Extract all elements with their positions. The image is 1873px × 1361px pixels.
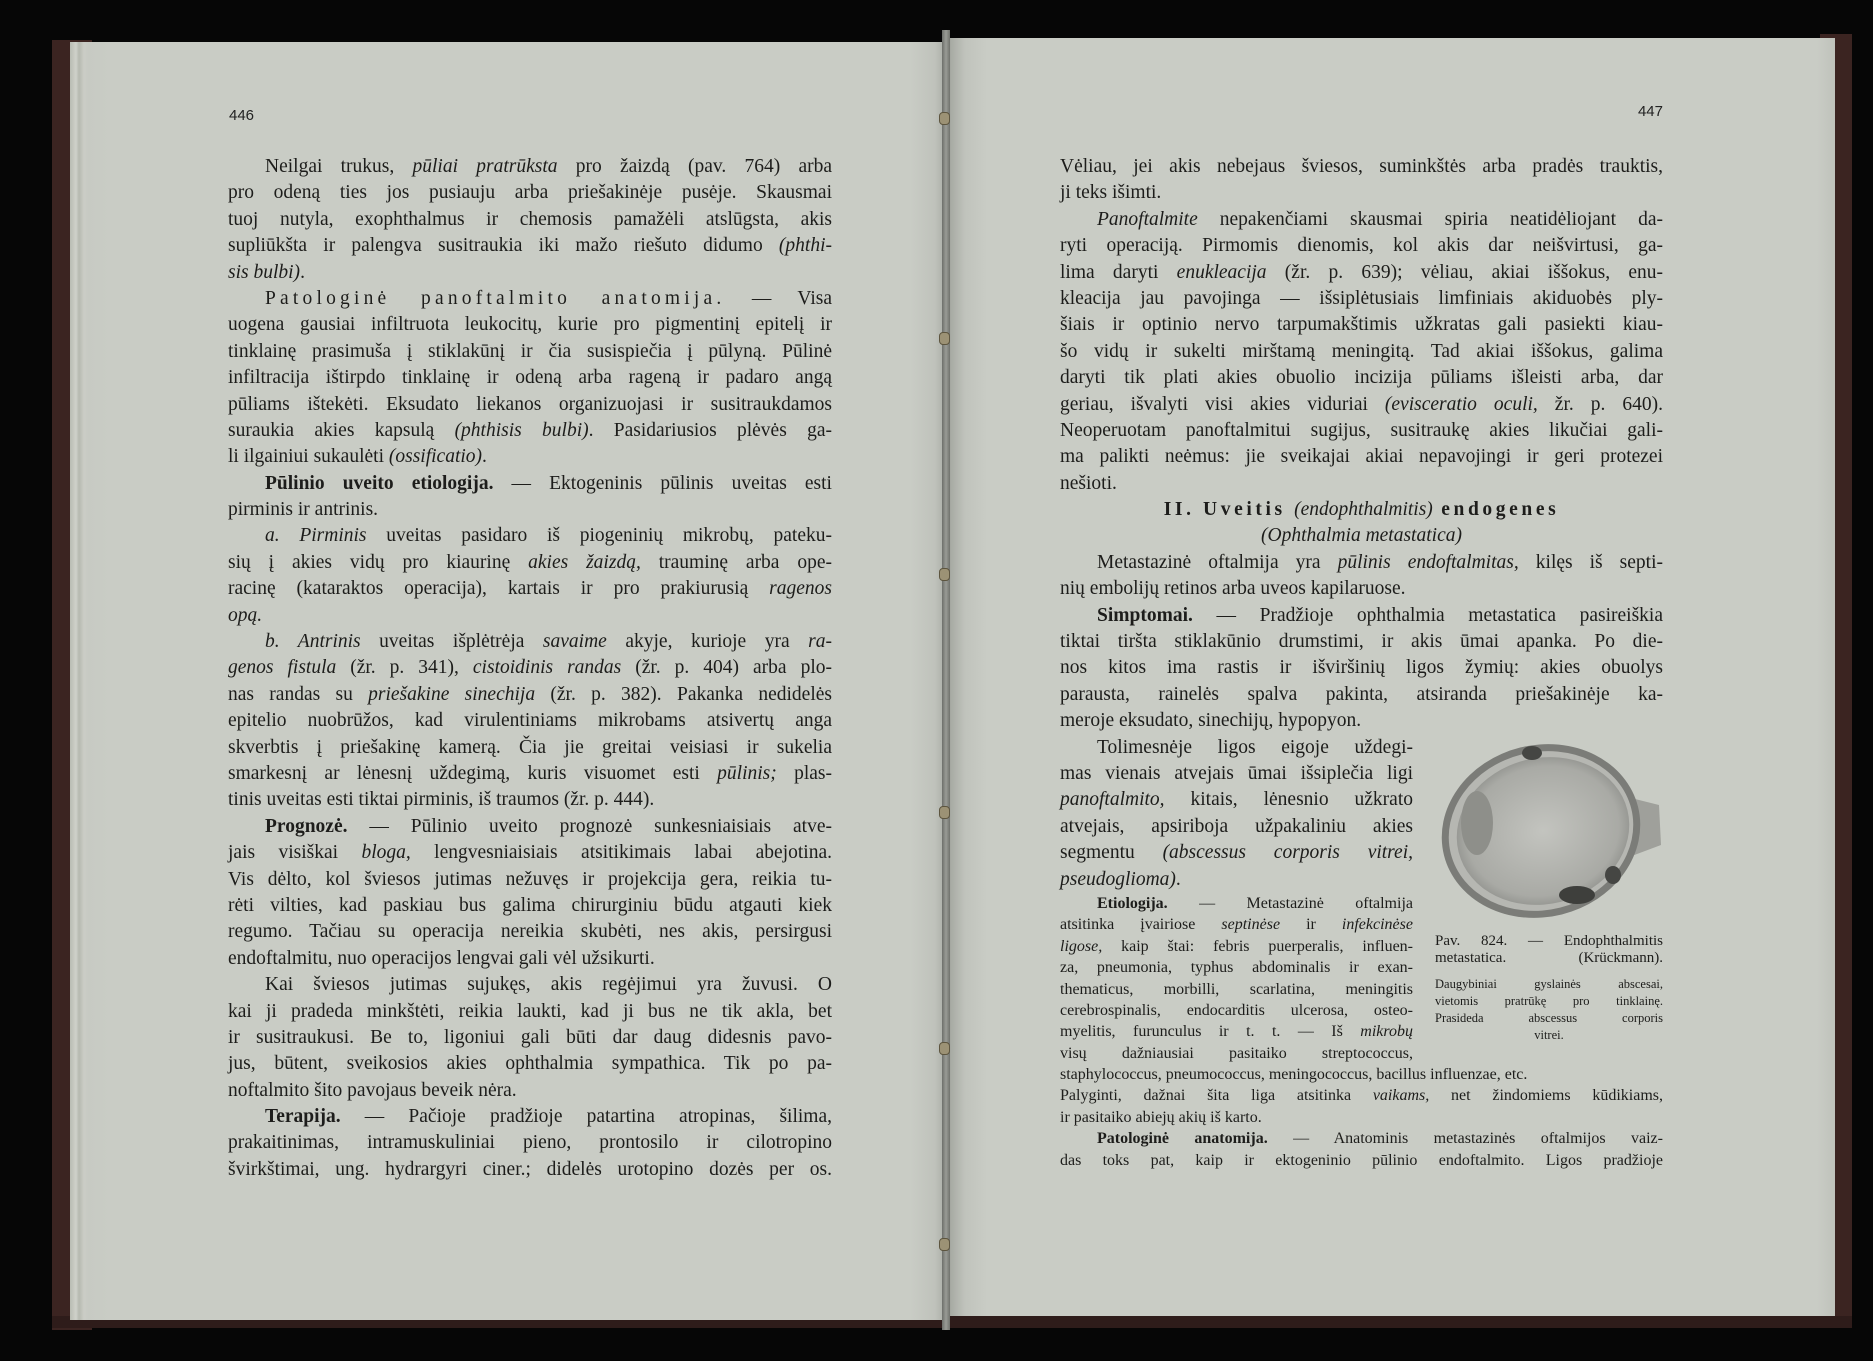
text-line	[1060, 655, 1663, 681]
text: mas vienais atvejais ūmai išsiplečia ligi	[1060, 762, 1413, 784]
text-line	[1060, 603, 1663, 629]
text-line	[228, 655, 832, 681]
italic-text: cistoidinis randas	[472, 657, 622, 679]
text: nepakenčiami skausmai spiria neatidėliojant da-	[1197, 208, 1663, 230]
text: net žindomiems kūdikiams,	[1429, 1087, 1664, 1105]
text-line	[1060, 286, 1663, 312]
text-line	[228, 787, 832, 813]
text: — Visa	[725, 287, 832, 309]
text-line	[1060, 365, 1663, 391]
italic-text: (abscessus corporis vitrei,	[1162, 842, 1413, 864]
text: thematicus, morbilli, scarlatina, meningitis	[1060, 980, 1413, 998]
text: geriau, išvalyti visi akies viduriai	[1060, 393, 1385, 415]
text: pirminis ir antrinis.	[228, 499, 379, 521]
paragraph	[228, 286, 832, 471]
italic-text: panoftalmito,	[1060, 789, 1165, 811]
text: trauminę arba ope-	[640, 551, 833, 573]
italic-text: mikrobų	[1360, 1023, 1413, 1041]
text-line	[1060, 497, 1663, 523]
italic-text: Panoftalmite	[1097, 208, 1198, 230]
text-line	[228, 339, 832, 365]
text-line	[228, 180, 832, 206]
text: . Pasidariusios plėvės ga-	[588, 419, 832, 441]
left-page-text	[228, 154, 832, 1183]
italic-text: priešakine sinechija	[368, 683, 536, 705]
text: nešioti.	[1060, 472, 1117, 494]
right-page-text	[1060, 154, 1663, 1171]
text-line	[1060, 523, 1663, 549]
text: uveitas išplėtrėja	[360, 631, 543, 653]
text: švirkštimai, ung. hydrargyri ciner.; didelės urotopino dozės per os.	[228, 1158, 832, 1180]
spaced-text: Patologinė panoftalmito anatomija.	[265, 287, 726, 309]
text: ji teks išimti.	[1060, 182, 1162, 204]
text: Tolimesnėje ligos eigoje uždegi-	[1097, 736, 1413, 758]
paragraph	[228, 814, 832, 972]
text: cerebrospinalis, endocarditis ulcerosa, osteo-	[1060, 1001, 1413, 1019]
text: segmentu	[1060, 842, 1163, 864]
text-line	[228, 814, 832, 840]
text-line	[228, 629, 832, 655]
text: daryti tik plati akies obuolio incizija pūliams išleisti arba, dar	[1060, 367, 1663, 389]
figure-description: vietomis pratrūkę pro tinklainę.	[1435, 993, 1663, 1008]
text-line	[1060, 1107, 1663, 1128]
text: (žr. p. 382). Pakanka nedidelės	[535, 683, 832, 705]
text: kai ji pradeda minkštėti, reikia laukti, kad ji bus ne tik akla, bet	[228, 1000, 832, 1022]
bold-text: Patologinė anatomija.	[1097, 1130, 1268, 1148]
text-line	[1060, 339, 1663, 365]
italic-text: (Ophthalmia metastatica)	[1261, 525, 1462, 547]
italic-text: genos fistula	[228, 657, 337, 679]
text-line	[1060, 471, 1663, 497]
text: Metastazinė oftalmija yra	[1097, 551, 1338, 573]
text-line	[228, 735, 832, 761]
text-line	[1060, 418, 1663, 444]
text: (žr. p. 404) arba plo-	[621, 657, 832, 679]
figure-caption: Pav. 824. — Endophthalmitis	[1435, 932, 1663, 949]
text-line	[228, 708, 832, 734]
paragraph	[228, 629, 832, 814]
text: visų dažniausiai pasitaiko streptococcus,	[1060, 1044, 1413, 1062]
text: endoftalmitu, nuo operacijos lengvai gali vėl užsikurti.	[228, 947, 655, 969]
italic-text: sis bulbi)	[228, 261, 301, 283]
text: parausta, rainelės spalva pakinta, atsiranda priešakinėje ka-	[1060, 683, 1663, 705]
right-main-text	[1060, 154, 1663, 735]
book-gutter	[942, 30, 950, 1330]
figure-caption: metastatica. (Krückmann).	[1435, 949, 1663, 966]
bold-text: Etiologija.	[1097, 894, 1168, 912]
text: nių embolijų retinos arba uveos kapilaruose.	[1060, 578, 1406, 600]
italic-text: infekcinėse	[1341, 916, 1413, 934]
text: regumo. Tačiau su operacija nereikia skubėti, nes akis, persirgusi	[228, 921, 832, 943]
bold-text: endogenes	[1432, 499, 1560, 521]
text-line	[228, 497, 832, 523]
text: šiais ir optinio nervo tarpumakštimis užkratas gali pasiekti kiau-	[1060, 314, 1663, 336]
paragraph	[1060, 550, 1663, 603]
italic-text: pūliai pratrūksta	[412, 156, 558, 177]
lens	[1461, 791, 1493, 855]
text-line	[228, 286, 832, 312]
text-line	[1060, 550, 1663, 576]
text: .	[482, 446, 487, 468]
text: pūliams ištekėti. Eksudato liekanos organizuojasi ir susitraukdamos	[228, 393, 832, 415]
abscess	[1522, 746, 1542, 760]
text-line	[1060, 629, 1663, 655]
bold-text: Simptomai.	[1097, 604, 1193, 626]
text: infiltracija ištirpdo tinklainę ir odeną arba rageną ir padaro angą	[228, 367, 832, 389]
text: skverbtis į priešakinę kamerą. Čia jie greitai veisiasi ir sukelia	[228, 736, 832, 758]
binding-stitch	[939, 568, 950, 581]
text-line	[228, 1130, 832, 1156]
text: .	[1175, 868, 1181, 890]
text: uveitas pasidaro iš piogeninių mikrobų, pateku-	[366, 525, 832, 547]
text: — Pradžioje ophthalmia metastatica pasireiškia	[1192, 604, 1663, 626]
italic-text: pseudoglioma)	[1060, 868, 1176, 890]
eye-cross-section-illustration	[1437, 735, 1663, 925]
text: lengvesniaisiais atsitikimais labai abejotina.	[410, 842, 832, 864]
abscess	[1605, 866, 1621, 884]
paragraph	[228, 154, 832, 286]
paragraph	[1060, 1128, 1663, 1171]
text: suraukia akies kapsulą	[228, 419, 455, 441]
italic-text: savaime	[542, 631, 607, 653]
text-line	[228, 972, 832, 998]
text: Palyginti, dažnai šita liga atsitinka	[1060, 1087, 1373, 1105]
text: jais visiškai	[228, 842, 362, 864]
text: za, pneumonia, typhus abdominalis ir exan-	[1060, 959, 1413, 977]
text: šo vidų ir sukelti mirštamą meningitą. Tad akiai iššokus, galima	[1060, 340, 1663, 362]
text: Neoperuotam panoftalmitui sugijus, susitraukę akies likučiai gali-	[1060, 419, 1663, 441]
text: noftalmito šito pavojaus beveik nėra.	[228, 1079, 517, 1101]
text: myelitis, furunculus ir t. t. — Iš	[1060, 1023, 1361, 1041]
text-line	[228, 761, 832, 787]
binding-stitch	[939, 1042, 950, 1055]
text-line	[1060, 576, 1663, 602]
text: epitelio nuobrūžos, kad virulentiniams mikrobams atsivertų anga	[228, 710, 832, 732]
italic-text: pūlinis;	[717, 762, 777, 784]
text-line	[228, 576, 832, 602]
bold-text: Pūlinio uveito etiologija.	[265, 472, 494, 494]
text-line	[228, 154, 832, 180]
italic-text: akies žaizdą,	[528, 551, 641, 573]
text-line	[228, 603, 832, 629]
italic-text: septinėse	[1221, 916, 1281, 934]
bold-text: Prognozė.	[265, 815, 348, 837]
text: (žr. p. 341),	[336, 657, 473, 679]
text-line	[1060, 392, 1663, 418]
text: kilęs iš septi-	[1518, 551, 1663, 573]
text-line	[228, 946, 832, 972]
text: Neilgai trukus,	[265, 156, 413, 177]
text-line	[228, 444, 832, 470]
italic-text: (phthi-	[778, 235, 832, 257]
text: tuoj nutyla, exophthalmus ir chemosis pamažėli atslūgsta, akis	[228, 208, 832, 230]
text: ir pasitaiko abiejų akių iš karto.	[1060, 1108, 1262, 1126]
text: kaip štai: febris puerperalis, influen-	[1102, 937, 1413, 955]
italic-text: (phthisis bulbi)	[454, 419, 589, 441]
paragraph	[228, 1104, 832, 1183]
text-line	[1060, 1064, 1663, 1085]
figure-description: vitrei.	[1534, 1027, 1564, 1042]
text-line	[228, 392, 832, 418]
text: meroje eksudato, sinechijų, hypopyon.	[1060, 710, 1362, 732]
text-line	[228, 550, 832, 576]
text-line	[1060, 1150, 1663, 1171]
text-line	[1060, 180, 1663, 206]
figure	[1413, 735, 1663, 1065]
text: li ilgainiui sukaulėti	[228, 446, 389, 468]
page-number-right: 447	[1637, 103, 1663, 120]
text: staphylococcus, pneumococcus, meningococcus, bacillus influenzae, etc.	[1060, 1066, 1528, 1084]
text: ir susitraukusi. Be to, ligoniui gali būti dar daug didesnis pavo-	[228, 1026, 832, 1048]
text: Kai šviesos jutimas sujukęs, akis regėjimui yra žuvusi. O	[265, 974, 832, 996]
paragraph	[228, 523, 832, 629]
figure-824	[1413, 735, 1663, 1065]
italic-text: (ossificatio)	[388, 446, 483, 468]
text-line	[228, 919, 832, 945]
italic-text: ligose,	[1060, 937, 1103, 955]
text: jus, būtent, sveikosios akies ophthalmia sympathica. Tik po pa-	[228, 1053, 832, 1075]
paragraph	[228, 471, 832, 524]
binding-stitch	[939, 1238, 950, 1251]
text: .	[300, 261, 305, 283]
text: racinę (kataraktos operacija), kartais ir pro prakiurusią	[228, 578, 770, 600]
italic-text: bloga,	[361, 842, 411, 864]
page-number-left: 446	[229, 107, 255, 124]
text-line	[1060, 154, 1663, 180]
italic-text: a. Pirminis	[265, 525, 367, 547]
text: kitais, lėnesnio užkrato	[1164, 789, 1413, 811]
text-line	[228, 365, 832, 391]
text: nos kitos ima rastis ir išviršinių ligos žymių: akies obuolys	[1060, 657, 1663, 679]
italic-text: (evisceratio oculi,	[1384, 393, 1538, 415]
text: das toks pat, kaip ir ektogeninio pūlinio endoftalmito. Ligos pradžioje	[1060, 1151, 1663, 1169]
binding-stitch	[939, 112, 950, 125]
italic-text: opą.	[228, 604, 263, 626]
text-line	[228, 1025, 832, 1051]
italic-text: vaikams,	[1372, 1087, 1430, 1105]
text-line	[228, 867, 832, 893]
text-line	[228, 233, 832, 259]
text: sių į akies vidų pro kiaurinę	[228, 551, 529, 573]
text: ir	[1280, 916, 1342, 934]
figure-description: Prasideda abscessus corporis	[1435, 1010, 1663, 1025]
italic-text: ragenos	[769, 578, 832, 600]
text-line	[1060, 260, 1663, 286]
text-line	[228, 840, 832, 866]
text: plas-	[776, 762, 833, 784]
text: rėti vilties, kad paskiau bus galima chirurginiu būdu atgauti kiek	[228, 894, 832, 916]
text-line	[1060, 444, 1663, 470]
text-line	[1060, 207, 1663, 233]
text: Vis dėlto, kol šviesos jutimas nežuvęs ir projekcija gera, reikia tu-	[228, 868, 832, 890]
text: supliūkšta ir palengva susitraukia iki mažo riešuto didumo	[228, 235, 779, 257]
text-line	[228, 312, 832, 338]
text-line	[228, 682, 832, 708]
bold-text: Terapija.	[265, 1106, 341, 1128]
text-line	[1060, 312, 1663, 338]
text: tinis uveitas esti tiktai pirminis, iš traumos (žr. p. 444).	[228, 789, 655, 811]
text: — Metastazinė oftalmija	[1167, 894, 1413, 912]
binding-stitch	[939, 332, 950, 345]
text: atsitinka įvairiose	[1060, 916, 1222, 934]
text: akyje, kurioje yra	[606, 631, 809, 653]
italic-text: ra-	[808, 631, 832, 653]
text: smarkesnį ar lėnesnį uždegimą, kuris visuomet esti	[228, 762, 718, 784]
text-line	[228, 471, 832, 497]
text-line	[228, 893, 832, 919]
text-line	[228, 1051, 832, 1077]
text: — Pūlinio uveito prognozė sunkesniaisiais atve-	[347, 815, 832, 837]
bold-text: II. Uveitis	[1163, 499, 1295, 521]
paragraph	[1060, 603, 1663, 735]
paragraph	[1060, 154, 1663, 207]
text: žr. p. 640).	[1537, 393, 1663, 415]
text: Vėliau, jei akis nebejaus šviesos, suminkštės arba pradės trauktis,	[1060, 156, 1663, 177]
italic-text: b. Antrinis	[265, 631, 361, 653]
text-line	[228, 260, 832, 286]
text: (žr. p. 639); vėliau, akiai iššokus, enu-	[1266, 261, 1663, 283]
text-line	[228, 207, 832, 233]
text: ma palikti neėmus: jie sveikajai akiai nepavojingi ir geri protezei	[1060, 446, 1663, 468]
text-line	[1060, 1128, 1663, 1149]
text: pro odeną ties jos pusiauju arba priešakinėje pusėje. Skausmai	[228, 182, 832, 204]
italic-text: enukleacija	[1176, 261, 1267, 283]
italic-text: (endophthalmitis)	[1294, 499, 1433, 521]
text-line	[228, 418, 832, 444]
italic-text: pūlinis endoftalmitas,	[1337, 551, 1519, 573]
text: — Ektogeninis pūlinis uveitas esti	[493, 472, 832, 494]
text: atvejais, apsiriboja užpakaliniu akies	[1060, 815, 1413, 837]
text: pro žaizdą (pav. 764) arba	[557, 156, 832, 177]
paragraph	[1060, 207, 1663, 497]
text-line	[1060, 708, 1663, 734]
text: — Pačioje pradžioje patartina atropinas, šilima,	[340, 1106, 832, 1128]
text-line	[228, 1104, 832, 1130]
binding-stitch	[939, 806, 950, 819]
text: lima daryti	[1060, 261, 1177, 283]
abscess	[1559, 886, 1595, 904]
text: prakaitinimas, intramuskuliniai pieno, prontosilo ir cilotropino	[228, 1132, 832, 1154]
text-line	[228, 1157, 832, 1183]
text-line	[1060, 1085, 1663, 1106]
figure-description: Daugybiniai gyslainės abscesai,	[1435, 976, 1663, 991]
text-line	[228, 1078, 832, 1104]
text: tiktai tiršta stiklakūnio drumstimi, ir akis ūmai apanka. Po die-	[1060, 631, 1663, 653]
text: ryti operaciją. Pirmomis dienomis, kol akis dar neišvirtusi, ga-	[1060, 235, 1663, 257]
text: — Anatominis metastazinės oftalmijos vaiz-	[1267, 1130, 1663, 1148]
text-line	[228, 523, 832, 549]
text: uogena gausiai infiltruota leukocitų, kurie pro pigmentinį epitelį ir	[228, 314, 832, 336]
text-line	[228, 999, 832, 1025]
text-line	[1060, 233, 1663, 259]
text: tinklainę prasimuša į stiklakūnį ir čia susispiečia į pūlyną. Pūlinė	[228, 340, 832, 362]
text-line	[1060, 682, 1663, 708]
paragraph	[228, 972, 832, 1104]
section-heading	[1060, 497, 1663, 550]
text: kleacija jau pavojinga — išsiplėtusiais limfiniais akiduobės ply-	[1060, 287, 1663, 309]
text: nas randas su	[228, 683, 369, 705]
